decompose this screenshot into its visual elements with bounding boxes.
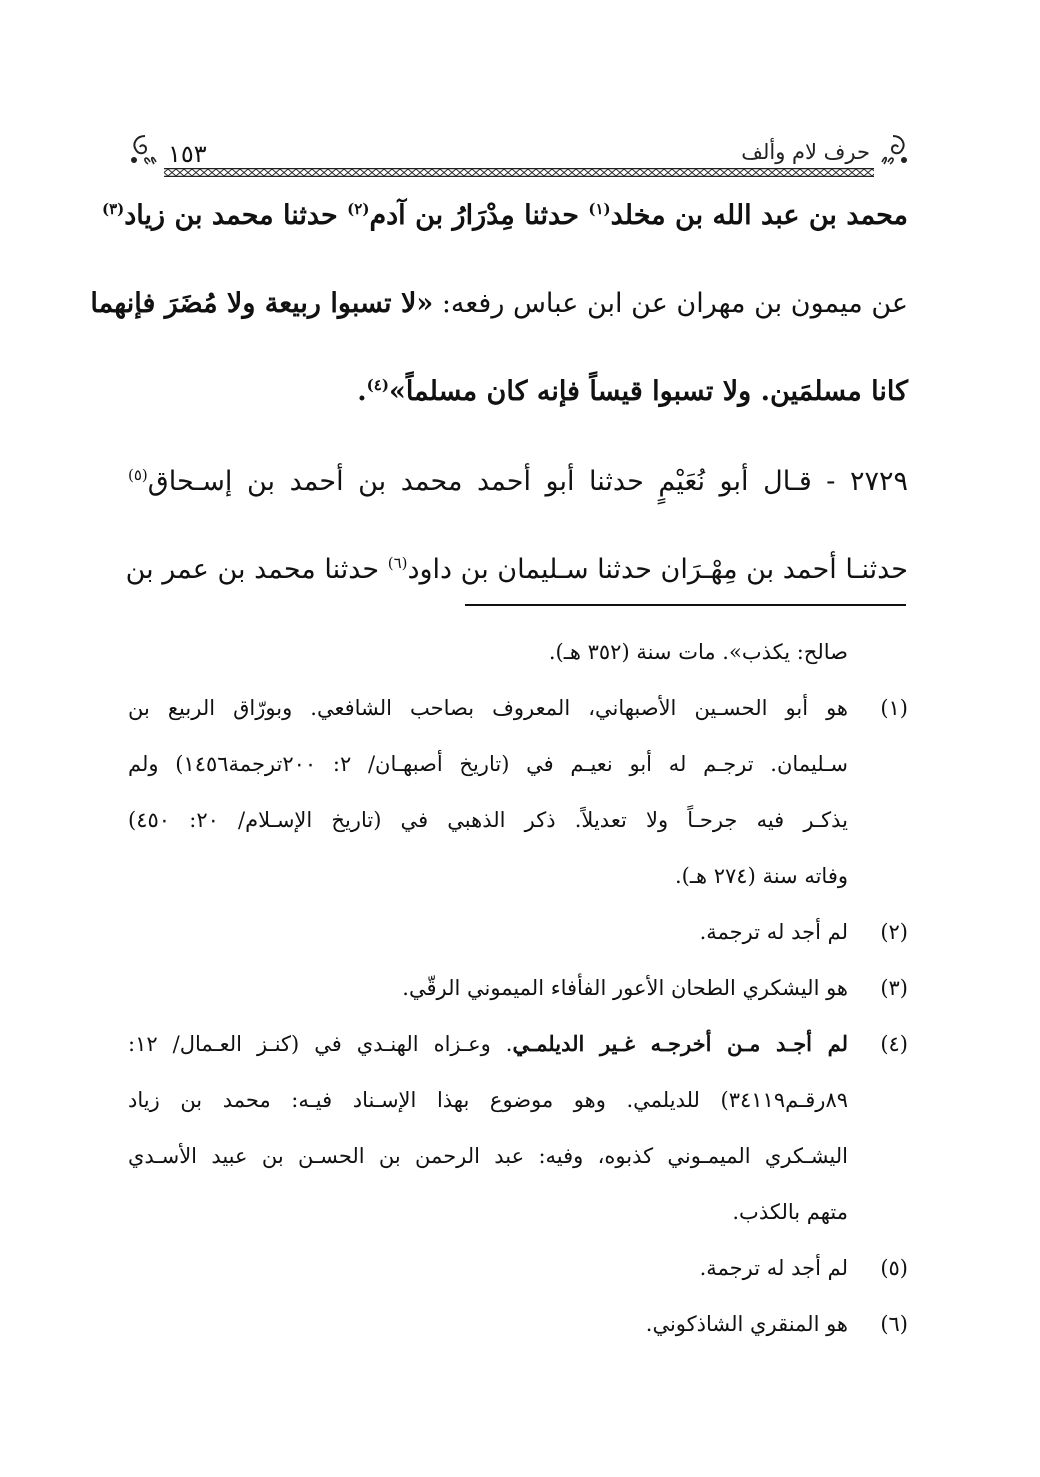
footnote-line: سـليمان. ترجـم له أبو نعيـم في (تاريخ أصبهـان/ ٢: ٢٠٠ترجمة١٤٥٦) ولم	[128, 752, 848, 776]
header-rule	[164, 168, 874, 177]
footnote-line: هو أبو الحسـين الأصبهاني، المعروف بصاحب الشافعي. وبورّاق الربيع بن	[128, 696, 848, 720]
footnotes	[128, 630, 908, 1358]
main-line-3: كانا مسلمَين. ولا تسبوا قيساً فإنه كان مسلماً»$^{(٤)}$.	[357, 376, 908, 407]
footnote-line: وفاته سنة (٢٧٤ هـ).	[674, 864, 848, 888]
main-line-2: عن ميمون بن مهران عن ابن عباس رفعه: «لا تسبوا ربيعة ولا مُضَرَ فإنهما	[90, 288, 908, 319]
footnote-3	[128, 966, 908, 1022]
footnote-4	[128, 1022, 908, 1246]
footnote-line: لم أجد له ترجمة.	[699, 1256, 848, 1280]
footnote-number: (٥)	[880, 1256, 908, 1280]
footnote-2	[128, 910, 908, 966]
page-number: ١٥٣	[168, 140, 207, 168]
footnote-line: ٨٩رقـم٣٤١١٩) للديلمي. وهو موضوع بهذا الإسـناد فيـه: محمد بن زياد	[128, 1088, 848, 1112]
footnote-line: لم أجـد مـن أخرجـه غـير الديلمـي. وعـزاه الهنـدي في (كنـز العـمال/ ١٢:	[128, 1031, 848, 1056]
main-line-4: ٢٧٢٩ - قـال أبو نُعَيْمٍ حدثنا أبو أحمد محمد بن أحمد بن إسـحاق$^{(٥)}$	[128, 466, 908, 497]
footnote-number: (٦)	[880, 1312, 908, 1336]
footnote-1	[128, 686, 908, 910]
footnote-number: (٣)	[880, 976, 908, 1000]
footnote-line: اليشـكري الميمـوني كذبوه، وفيه: عبد الرحمن بن الحسـن بن عبيد الأسـدي	[128, 1144, 848, 1168]
footnote-5	[128, 1246, 908, 1302]
footnote-line: هو اليشكري الطحان الأعور الفأفاء الميموني الرقّي.	[402, 976, 848, 1000]
running-title: حرف لام وألف	[741, 140, 870, 164]
footnote-number: (٤)	[880, 1032, 908, 1056]
footnote-bold-lead: لم أجـد مـن أخرجـه غـير الديلمـي	[512, 1031, 848, 1056]
hadith-text: «لا تسبوا ربيعة ولا مُضَرَ فإنهما	[90, 288, 434, 319]
footnote-separator	[465, 604, 906, 606]
footnote-line: لم أجد له ترجمة.	[699, 920, 848, 944]
main-line-5: حدثنـا أحمد بن مِهْـرَان حدثنا سـليمان بن داود$^{(٦)}$ حدثنا محمد بن عمر بن	[125, 554, 908, 585]
footnote-6	[128, 1302, 908, 1358]
footnote-continuation: صالح: يكذب». مات سنة (٣٥٢ هـ).	[548, 640, 848, 664]
main-line-1: محمد بن عبد الله بن مخلد$^{(١)}$ حدثنا مِدْرَارُ بن آدم$^{(٢)}$ حدثنا محمد بن زياد$^{(٣)}$	[101, 200, 908, 231]
footnote-line: متهم بالكذب.	[732, 1200, 848, 1224]
ornament-left-icon	[128, 132, 162, 166]
footnote-number: (١)	[880, 696, 908, 720]
footnote-line: يذكـر فيه جرحـاً ولا تعديلاً. ذكر الذهبي في (تاريخ الإسـلام/ ٢٠: ٤٥٠)	[128, 808, 848, 832]
footnote-number: (٢)	[880, 920, 908, 944]
footnote-line: هو المنقري الشاذكوني.	[645, 1312, 848, 1336]
page-header	[128, 128, 910, 180]
main-text	[90, 188, 908, 630]
ornament-right-icon	[876, 132, 910, 166]
